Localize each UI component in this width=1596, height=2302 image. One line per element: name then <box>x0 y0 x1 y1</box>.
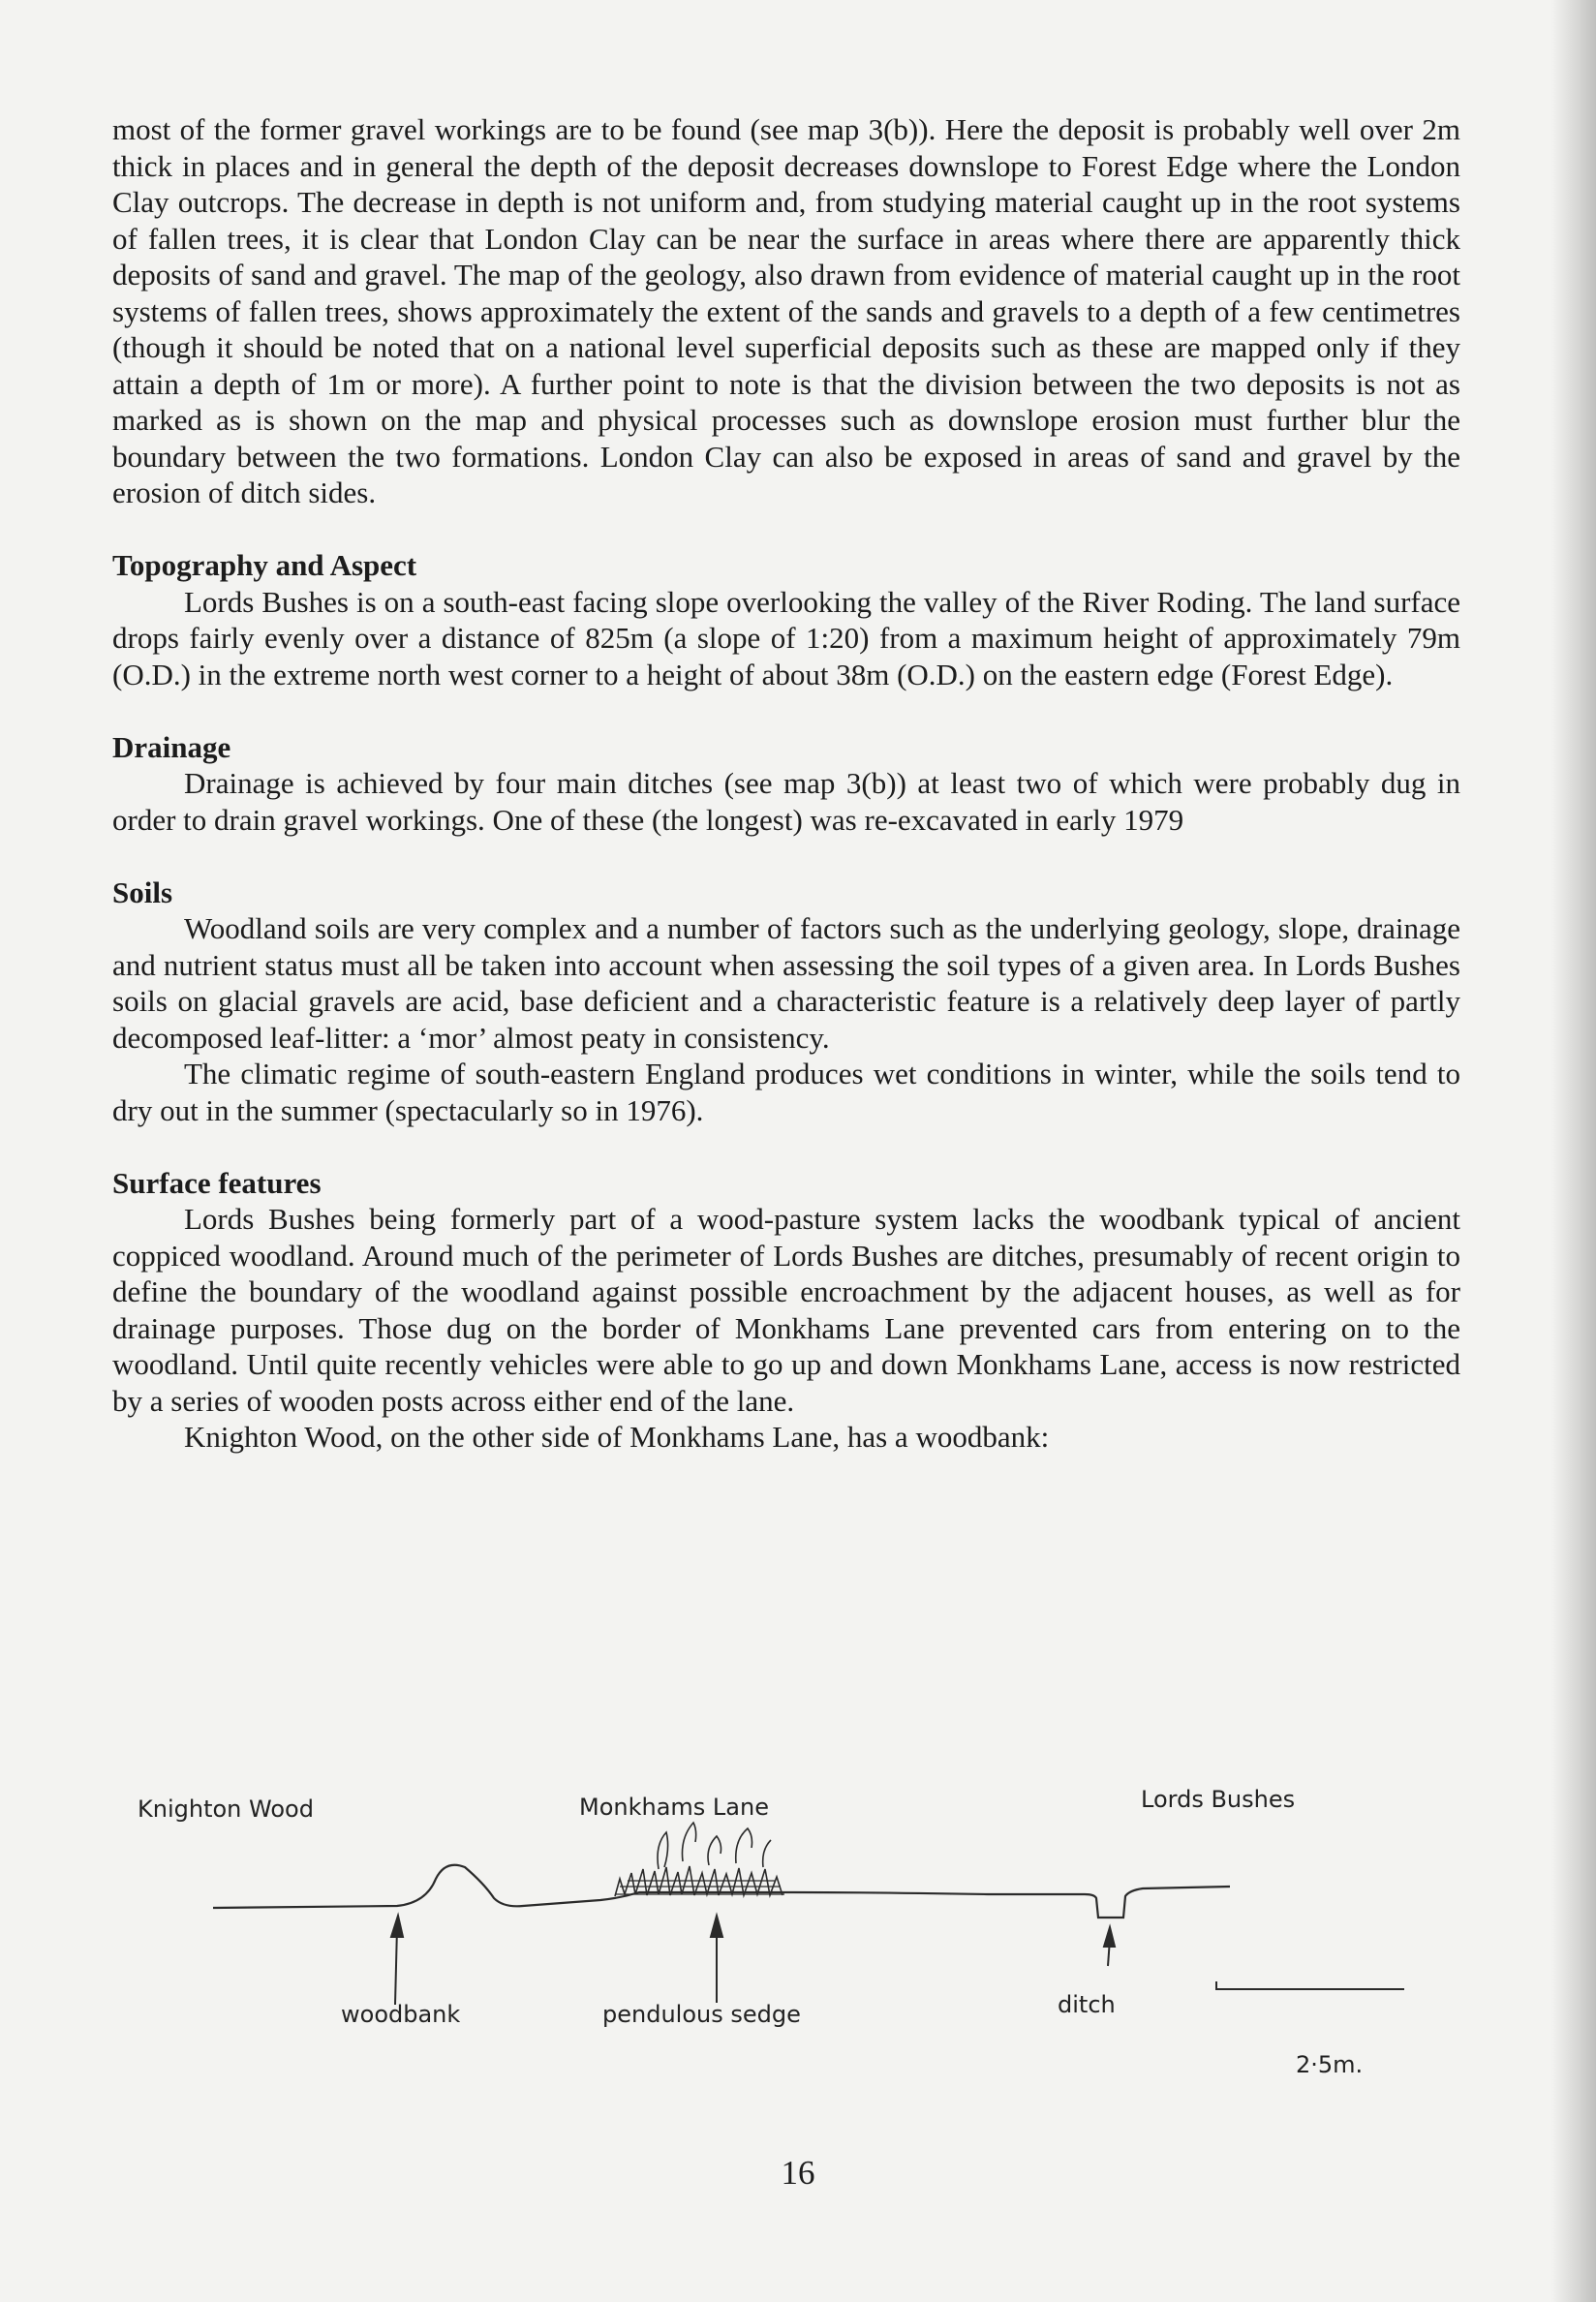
drainage-heading: Drainage <box>112 729 231 764</box>
page-number: 16 <box>781 2154 815 2192</box>
topography-heading: Topography and Aspect <box>112 548 417 582</box>
surface-features-heading: Surface features <box>112 1165 322 1200</box>
scale-bar <box>1216 1981 1404 1989</box>
soils-heading: Soils <box>112 875 173 909</box>
page-edge-shadow <box>1551 0 1596 2302</box>
label-ditch: ditch <box>1058 1991 1116 2018</box>
sedge-arrow <box>711 1916 722 2003</box>
label-lords-bushes: Lords Bushes <box>1141 1786 1296 1813</box>
woodbank-arrow <box>391 1916 403 2005</box>
intro-paragraph: most of the former gravel workings are to be found (see map 3(b)). Here the deposit is probably well over 2m thick in places and in general the depth of the deposit decreases downslope to Forest Edge where the London Clay outcrops. The decrease in depth is not uniform and, from studying material caught up in the root systems of fallen trees, it is clear that London Clay can be near the surface in areas where there are apparently thick deposits of sand and gravel. The map of the geology, also drawn from evidence of material caught up in the root systems of fallen trees, shows approximately the extent of the sands and gravels to a depth of a few centimetres (though it should be noted that on a national level superficial deposits such as these are mapped only if they attain a depth of 1m or more). A further point to note is that the division between the two deposits is not as marked as is shown on the map and physical processes such as downslope erosion must further blur the boundary between the two formations. London Clay can also be exposed in areas of sand and gravel by the erosion of ditch sides. <box>112 112 1460 509</box>
sedge-clump <box>615 1823 784 1896</box>
label-monkhams-lane: Monkhams Lane <box>579 1794 769 1821</box>
woodbank-profile-diagram <box>116 1772 1404 2102</box>
ground-profile-line <box>213 1865 1230 1918</box>
surface-features-paragraph-2: Knighton Wood, on the other side of Monkhams Lane, has a woodbank: <box>184 1420 1050 1454</box>
soils-paragraph-2: The climatic regime of south-eastern England produces wet conditions in winter, while the soils tend to dry out in the summer (spectacularly so in 1976). <box>112 1057 1460 1127</box>
topography-paragraph: Lords Bushes is on a south-east facing slope overlooking the valley of the River Roding. The land surface drops fairly evenly over a distance of 825m (a slope of 1:20) from a maximum height of approximately 79m (O.D.) in the extreme north west corner to a height of about 38m (O.D.) on the eastern edge (Forest Edge). <box>112 584 1460 691</box>
label-scale: 2·5m. <box>1296 2051 1364 2078</box>
surface-features-paragraph-1: Lords Bushes being formerly part of a wood-pasture system lacks the woodbank typical of ancient coppiced woodland. Around much of the perimeter of Lords Bushes are ditches, presumably of recent origin to define the boundary of the woodland against possible encroachment by the adjacent houses, as well as for drainage purposes. Those dug on the border of Monkhams Lane prevented cars from entering on to the woodland. Until quite recently vehicles were able to go up and down Monkhams Lane, access is now restricted by a series of wooden posts across either end of the lane. <box>112 1202 1460 1418</box>
ditch-arrow <box>1104 1927 1115 1966</box>
label-woodbank: woodbank <box>341 2001 461 2028</box>
page-body <box>112 111 1460 1456</box>
label-pendulous-sedge: pendulous sedge <box>602 2001 801 2028</box>
soils-paragraph-1: Woodland soils are very complex and a number of factors such as the underlying geology, slope, drainage and nutrient status must all be taken into account when assessing the soil types of a given area. In Lords Bushes soils on glacial gravels are acid, base deficient and a characteristic feature is a relatively deep layer of partly decomposed leaf-litter: a ‘mor’ almost peaty in consistency. <box>112 911 1460 1055</box>
drainage-paragraph: Drainage is achieved by four main ditches (see map 3(b)) at least two of which were probably dug in order to drain gravel workings. One of these (the longest) was re-excavated in early 1979 <box>112 766 1460 837</box>
label-knighton-wood: Knighton Wood <box>138 1796 314 1823</box>
